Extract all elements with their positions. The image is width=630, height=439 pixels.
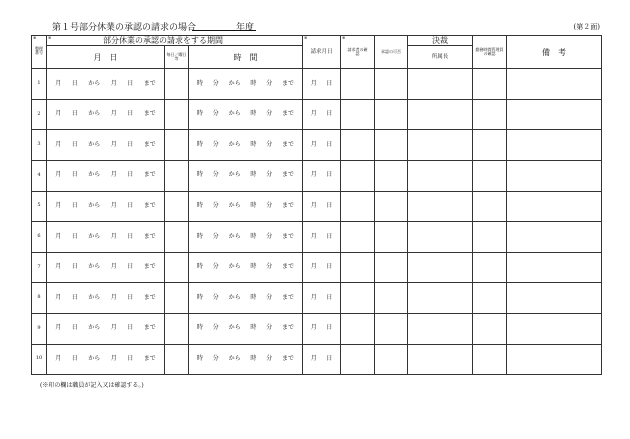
staff-confirm-label: 勤務時間管理員の確認 (475, 46, 504, 57)
time-unit: 分 (266, 293, 273, 301)
approval-cell[interactable] (375, 313, 408, 344)
date-unit: 日 (127, 110, 134, 118)
date-unit: から (88, 324, 101, 332)
table-row (32, 222, 602, 253)
dept-head-cell[interactable] (408, 99, 473, 130)
applicant-confirm-cell[interactable] (341, 313, 375, 344)
remarks-cell[interactable] (507, 160, 602, 191)
request-date-header (303, 36, 341, 69)
applicant-confirm-cell[interactable] (341, 69, 375, 100)
remarks-cell[interactable] (507, 69, 602, 100)
time-unit: まで (282, 171, 295, 179)
time-unit: 分 (212, 232, 219, 240)
approval-cell[interactable] (375, 99, 408, 130)
date-unit: 日 (71, 79, 78, 87)
request-date-cell[interactable] (303, 99, 341, 130)
weekday-cell[interactable] (165, 130, 189, 161)
date-unit: 日 (127, 79, 134, 87)
staff-confirm-cell[interactable] (473, 191, 507, 222)
dept-head-cell[interactable] (408, 191, 473, 222)
date-unit: 月 (110, 324, 117, 332)
row-number: 1 (32, 69, 47, 100)
request-date-unit: 日 (326, 232, 333, 240)
date-unit: 月 (55, 140, 62, 148)
row-number: 3 (32, 130, 47, 161)
date-unit: 月 (110, 201, 117, 209)
staff-confirm-cell[interactable] (473, 344, 507, 375)
row-number: 2 (32, 99, 47, 130)
weekday-cell[interactable] (165, 283, 189, 314)
applicant-confirm-cell[interactable] (341, 130, 375, 161)
table-row (32, 69, 602, 100)
date-unit: 日 (71, 110, 78, 118)
applicant-confirm-cell[interactable] (341, 160, 375, 191)
applicant-confirm-cell[interactable] (341, 344, 375, 375)
date-unit: まで (143, 263, 156, 271)
request-date-unit: 月 (310, 140, 317, 148)
time-unit: まで (282, 232, 295, 240)
row-number: 10 (32, 344, 47, 375)
table-row (32, 344, 602, 375)
request-date-cell[interactable] (303, 160, 341, 191)
approval-cell[interactable] (375, 252, 408, 283)
staff-confirm-cell[interactable] (473, 313, 507, 344)
staff-confirm-cell[interactable] (473, 252, 507, 283)
approval-cell[interactable] (375, 130, 408, 161)
request-date-unit: 月 (310, 110, 317, 118)
request-date-unit: 日 (326, 140, 333, 148)
date-unit: 月 (110, 232, 117, 240)
date-unit: 日 (71, 354, 78, 362)
time-unit: 時 (250, 140, 257, 148)
remarks-cell[interactable] (507, 222, 602, 253)
date-unit: 日 (71, 140, 78, 148)
table-row (32, 160, 602, 191)
year-label: 年度 (236, 23, 255, 33)
mark: ※ (33, 35, 37, 40)
date-unit: 月 (55, 293, 62, 301)
weekday-cell[interactable] (165, 222, 189, 253)
request-date-cell[interactable] (303, 283, 341, 314)
request-date-unit: 月 (310, 201, 317, 209)
date-unit: 日 (127, 201, 134, 209)
time-unit: 時 (250, 263, 257, 271)
table-body (32, 69, 602, 375)
time-unit: 分 (212, 110, 219, 118)
request-date-unit: 日 (326, 354, 333, 362)
time-unit: 分 (266, 324, 273, 332)
row-number: 4 (32, 160, 47, 191)
period-group-label: 部分休業の承認の請求をする期間 (103, 36, 223, 45)
remarks-cell[interactable] (507, 313, 602, 344)
time-unit: まで (282, 354, 295, 362)
staff-confirm-header (473, 36, 507, 69)
dept-head-header: 所属長 (408, 46, 473, 69)
staff-confirm-cell[interactable] (473, 130, 507, 161)
time-unit: 分 (212, 171, 219, 179)
approval-cell[interactable] (375, 344, 408, 375)
date-cell[interactable] (47, 130, 165, 161)
time-unit: 分 (212, 354, 219, 362)
date-unit: 日 (127, 324, 134, 332)
date-cell[interactable] (47, 69, 165, 100)
time-unit: まで (282, 324, 295, 332)
date-unit: 月 (110, 263, 117, 271)
date-unit: 日 (71, 232, 78, 240)
request-date-unit: 月 (310, 324, 317, 332)
request-date-cell[interactable] (303, 313, 341, 344)
request-date-unit: 月 (310, 232, 317, 240)
date-unit: 月 (55, 324, 62, 332)
time-unit: まで (282, 79, 295, 87)
time-unit: から (228, 110, 241, 118)
date-unit: 日 (71, 263, 78, 271)
time-unit: 分 (266, 354, 273, 362)
date-unit: 月 (110, 110, 117, 118)
date-unit: まで (143, 110, 156, 118)
table-row (32, 313, 602, 344)
remarks-cell[interactable] (507, 252, 602, 283)
date-unit: から (88, 201, 101, 209)
mark: ※ (48, 35, 52, 40)
time-unit: 時 (196, 324, 203, 332)
date-unit: 日 (127, 232, 134, 240)
time-unit: 分 (212, 324, 219, 332)
request-date-label: 請求月日 (310, 48, 333, 55)
time-unit: 時 (250, 171, 257, 179)
staff-confirm-cell[interactable] (473, 222, 507, 253)
table-row (32, 252, 602, 283)
remarks-cell[interactable] (507, 99, 602, 130)
weekday-label: 毎日／曜日等 (166, 51, 187, 62)
time-unit: から (228, 324, 241, 332)
date-unit: 日 (127, 140, 134, 148)
table-row (32, 191, 602, 222)
seq-header (32, 36, 47, 69)
date-cell[interactable] (47, 313, 165, 344)
request-date-unit: 月 (310, 171, 317, 179)
applicant-confirm-header (341, 36, 375, 69)
time-cell[interactable] (189, 191, 303, 222)
time-unit: から (228, 232, 241, 240)
time-unit: 分 (266, 263, 273, 271)
date-unit: まで (143, 354, 156, 362)
date-unit: 月 (55, 110, 62, 118)
time-unit: 分 (266, 232, 273, 240)
date-unit: から (88, 232, 101, 240)
date-unit: まで (143, 79, 156, 87)
date-unit: から (88, 171, 101, 179)
dept-head-cell[interactable] (408, 344, 473, 375)
date-cell[interactable] (47, 160, 165, 191)
time-unit: から (228, 171, 241, 179)
weekday-cell[interactable] (165, 313, 189, 344)
date-header: 月 日 (47, 46, 165, 69)
date-cell[interactable] (47, 283, 165, 314)
time-unit: 時 (250, 232, 257, 240)
staff-confirm-cell[interactable] (473, 160, 507, 191)
date-unit: まで (143, 232, 156, 240)
approval-cell[interactable] (375, 222, 408, 253)
date-unit: まで (143, 171, 156, 179)
date-unit: 月 (110, 354, 117, 362)
page-label: (第２面) (573, 23, 600, 31)
date-cell[interactable] (47, 99, 165, 130)
request-date-unit: 月 (310, 79, 317, 87)
time-unit: まで (282, 140, 295, 148)
applicant-confirm-cell[interactable] (341, 99, 375, 130)
time-unit: 分 (266, 171, 273, 179)
time-unit: 分 (212, 293, 219, 301)
request-date-cell[interactable] (303, 191, 341, 222)
approval-label: 承認の可否 (381, 48, 401, 54)
time-unit: 分 (212, 201, 219, 209)
time-unit: 時 (196, 140, 203, 148)
date-unit: 月 (55, 232, 62, 240)
request-date-unit: 月 (310, 263, 317, 271)
row-number: 7 (32, 252, 47, 283)
weekday-cell[interactable] (165, 344, 189, 375)
time-cell[interactable] (189, 313, 303, 344)
row-number: 5 (32, 191, 47, 222)
weekday-cell[interactable] (165, 191, 189, 222)
approval-cell[interactable] (375, 160, 408, 191)
table-row (32, 283, 602, 314)
time-unit: から (228, 293, 241, 301)
time-unit: 時 (196, 232, 203, 240)
time-unit: まで (282, 201, 295, 209)
time-unit: 時 (196, 110, 203, 118)
request-date-unit: 日 (326, 110, 333, 118)
date-unit: 日 (71, 171, 78, 179)
date-unit: から (88, 110, 101, 118)
seq-label: 整理番号 (35, 45, 43, 56)
request-date-unit: 日 (326, 171, 333, 179)
time-cell[interactable] (189, 283, 303, 314)
row-number: 6 (32, 222, 47, 253)
form-title: 第１号部分休業の承認の請求の場合 (52, 23, 197, 33)
request-date-unit: 日 (326, 201, 333, 209)
time-cell[interactable] (189, 99, 303, 130)
mark: ※ (342, 35, 346, 40)
time-unit: 時 (196, 293, 203, 301)
date-unit: 日 (71, 293, 78, 301)
time-unit: 分 (212, 263, 219, 271)
time-unit: 分 (212, 140, 219, 148)
weekday-cell[interactable] (165, 99, 189, 130)
time-unit: から (228, 201, 241, 209)
date-unit: から (88, 293, 101, 301)
period-group-header (47, 36, 303, 46)
request-date-unit: 月 (310, 354, 317, 362)
date-unit: から (88, 263, 101, 271)
remarks-cell[interactable] (507, 344, 602, 375)
dept-head-cell[interactable] (408, 222, 473, 253)
weekday-cell[interactable] (165, 160, 189, 191)
time-unit: 時 (250, 201, 257, 209)
time-cell[interactable] (189, 252, 303, 283)
time-unit: 分 (266, 110, 273, 118)
weekday-cell[interactable] (165, 69, 189, 100)
footer-note: (※印の欄は職員が記入又は確認する。) (40, 382, 144, 389)
staff-confirm-cell[interactable] (473, 283, 507, 314)
request-date-cell[interactable] (303, 69, 341, 100)
time-unit: 分 (266, 201, 273, 209)
date-unit: 日 (71, 324, 78, 332)
date-unit: 日 (127, 171, 134, 179)
time-unit: 時 (250, 110, 257, 118)
request-date-unit: 日 (326, 293, 333, 301)
time-unit: まで (282, 110, 295, 118)
staff-confirm-cell[interactable] (473, 99, 507, 130)
date-unit: 日 (71, 201, 78, 209)
time-unit: 分 (212, 79, 219, 87)
approval-header (375, 36, 408, 69)
request-date-cell[interactable] (303, 130, 341, 161)
time-unit: まで (282, 293, 295, 301)
dept-head-cell[interactable] (408, 283, 473, 314)
remarks-cell[interactable] (507, 130, 602, 161)
time-unit: まで (282, 263, 295, 271)
request-table (31, 35, 602, 375)
date-unit: 月 (55, 79, 62, 87)
time-unit: 時 (250, 324, 257, 332)
time-unit: 時 (250, 354, 257, 362)
date-unit: 月 (55, 263, 62, 271)
date-unit: 日 (127, 263, 134, 271)
staff-confirm-cell[interactable] (473, 69, 507, 100)
remarks-header: 備 考 (507, 36, 602, 69)
applicant-confirm-cell[interactable] (341, 222, 375, 253)
applicant-confirm-cell[interactable] (341, 283, 375, 314)
request-date-cell[interactable] (303, 252, 341, 283)
table-row (32, 99, 602, 130)
time-unit: から (228, 354, 241, 362)
dept-head-cell[interactable] (408, 313, 473, 344)
date-unit: から (88, 354, 101, 362)
date-unit: 日 (127, 293, 134, 301)
time-unit: 分 (266, 79, 273, 87)
time-cell[interactable] (189, 130, 303, 161)
approval-cell[interactable] (375, 191, 408, 222)
row-number: 8 (32, 283, 47, 314)
weekday-cell[interactable] (165, 252, 189, 283)
date-unit: 月 (110, 79, 117, 87)
date-unit: 月 (110, 293, 117, 301)
date-unit: 日 (127, 354, 134, 362)
request-date-unit: 日 (326, 324, 333, 332)
time-unit: 時 (196, 263, 203, 271)
table-row (32, 130, 602, 161)
request-date-unit: 日 (326, 79, 333, 87)
approval-cell[interactable] (375, 69, 408, 100)
approval-cell[interactable] (375, 283, 408, 314)
time-unit: 時 (196, 354, 203, 362)
time-cell[interactable] (189, 69, 303, 100)
time-unit: 時 (250, 293, 257, 301)
request-date-unit: 日 (326, 263, 333, 271)
weekday-header (165, 46, 189, 69)
date-cell[interactable] (47, 252, 165, 283)
time-header: 時 間 (189, 46, 303, 69)
dept-head-cell[interactable] (408, 130, 473, 161)
decision-header: 決裁 (408, 36, 473, 46)
applicant-confirm-cell[interactable] (341, 191, 375, 222)
time-unit: 時 (196, 171, 203, 179)
time-unit: 時 (196, 201, 203, 209)
date-cell[interactable] (47, 222, 165, 253)
date-unit: から (88, 140, 101, 148)
time-cell[interactable] (189, 344, 303, 375)
mark: ※ (304, 35, 308, 40)
date-unit: まで (143, 324, 156, 332)
request-date-unit: 月 (310, 293, 317, 301)
time-unit: 時 (250, 79, 257, 87)
applicant-confirm-cell[interactable] (341, 252, 375, 283)
date-unit: 月 (55, 201, 62, 209)
time-unit: から (228, 263, 241, 271)
request-date-cell[interactable] (303, 222, 341, 253)
dept-head-cell[interactable] (408, 69, 473, 100)
row-number: 9 (32, 313, 47, 344)
dept-head-cell[interactable] (408, 252, 473, 283)
date-unit: 月 (55, 354, 62, 362)
time-unit: から (228, 79, 241, 87)
dept-head-cell[interactable] (408, 160, 473, 191)
time-unit: 分 (266, 140, 273, 148)
date-unit: まで (143, 201, 156, 209)
remarks-cell[interactable] (507, 283, 602, 314)
date-cell[interactable] (47, 344, 165, 375)
request-date-cell[interactable] (303, 344, 341, 375)
date-unit: まで (143, 140, 156, 148)
date-cell[interactable] (47, 191, 165, 222)
remarks-cell[interactable] (507, 191, 602, 222)
time-unit: 時 (196, 79, 203, 87)
date-unit: 月 (110, 171, 117, 179)
applicant-confirm-label: 請求者の確認 (347, 46, 368, 57)
date-unit: まで (143, 293, 156, 301)
date-unit: から (88, 79, 101, 87)
time-cell[interactable] (189, 222, 303, 253)
date-unit: 月 (110, 140, 117, 148)
date-unit: 月 (55, 171, 62, 179)
time-unit: から (228, 140, 241, 148)
time-cell[interactable] (189, 160, 303, 191)
